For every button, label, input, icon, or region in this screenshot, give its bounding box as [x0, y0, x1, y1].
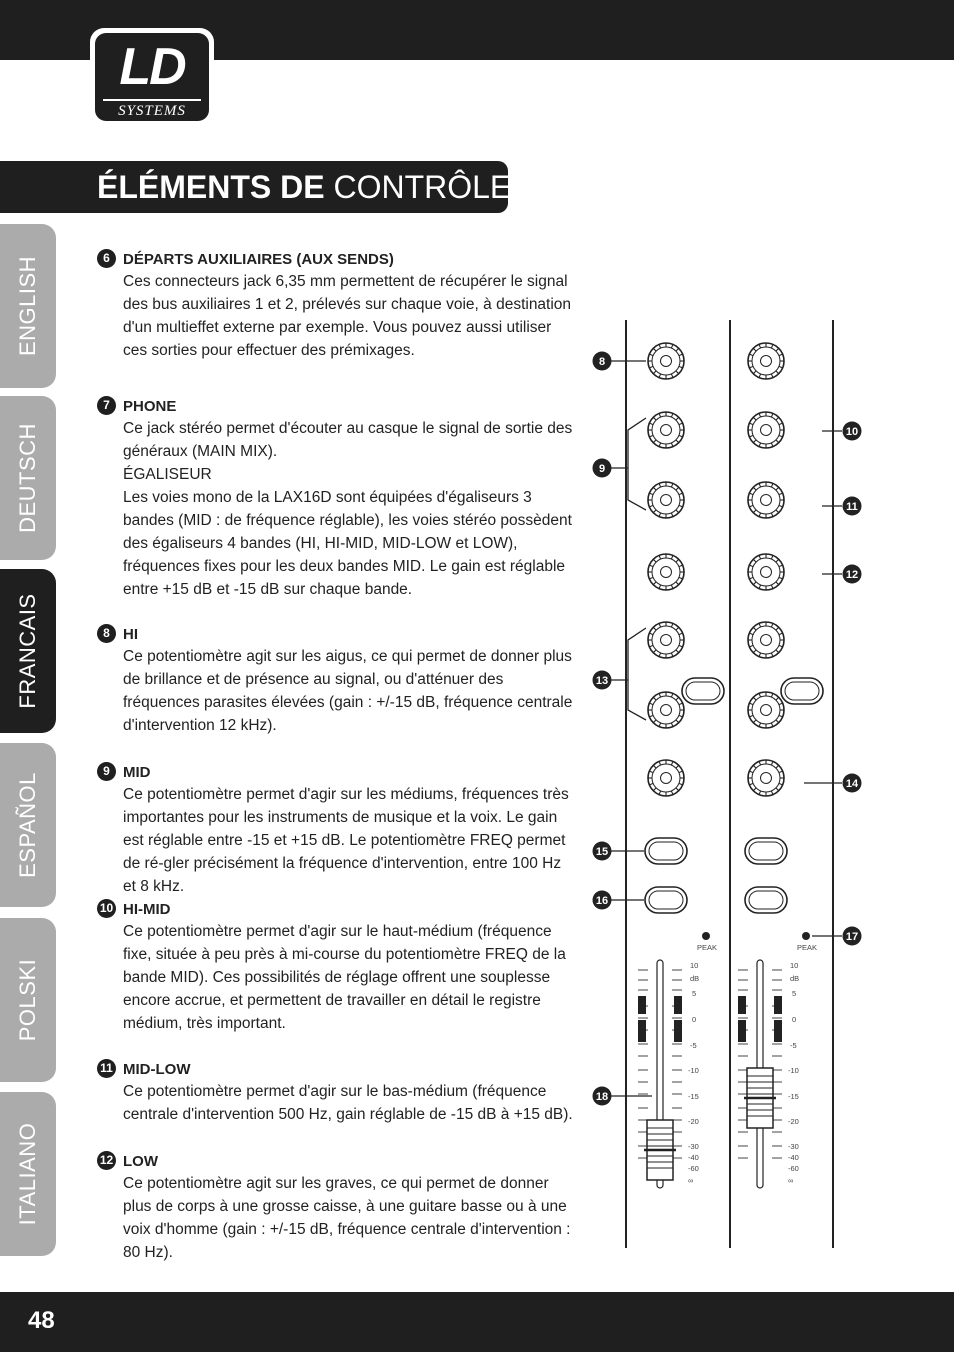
section-mid-low [97, 1059, 577, 1126]
balance-knob[interactable] [748, 760, 784, 796]
mid-freq-knob[interactable] [648, 482, 684, 518]
fader-knob[interactable] [644, 1120, 676, 1180]
tab-polski[interactable] [0, 918, 56, 1082]
aux1-knob[interactable] [648, 622, 684, 658]
callout-number: 15 [595, 846, 609, 858]
aux-pre-button[interactable] [682, 678, 724, 704]
scale-label: 10 [690, 961, 699, 970]
aux-pre-button[interactable] [781, 678, 823, 704]
section-subheading: ÉGALISEUR [123, 466, 212, 483]
callout-number: 14 [845, 778, 859, 790]
callout-number: 9 [598, 463, 606, 475]
section-number: 10 [97, 899, 116, 918]
callout-number: 17 [845, 931, 859, 943]
tab-label: ENGLISH [15, 255, 40, 357]
left-channel-knobs [645, 343, 724, 913]
scale-label: 5 [692, 989, 697, 998]
aux2-knob[interactable] [748, 692, 784, 728]
scale-label: -5 [690, 1041, 697, 1050]
low-knob[interactable] [648, 554, 684, 590]
scale-label: -40 [688, 1153, 699, 1162]
section-low [97, 1151, 577, 1264]
right-channel-knobs [745, 343, 823, 913]
peak-label: PEAK [697, 943, 718, 952]
scale-label: -10 [788, 1066, 799, 1075]
scale-label: 0 [692, 1015, 697, 1024]
scale-label: -5 [790, 1041, 797, 1050]
section-heading: HI-MID [123, 901, 171, 918]
section-phone [97, 396, 577, 601]
scale-label: -60 [688, 1164, 699, 1173]
section-number: 9 [97, 762, 116, 781]
scale-label: -10 [688, 1066, 699, 1075]
peak-led [802, 932, 810, 940]
section-paragraph: Ce potentiomètre permet d'agir sur le bas-médium (fréquence centrale d'intervention 500 Hz, gain réglable de -15 dB à +15 dB). [123, 1083, 573, 1123]
scale-label: 10 [790, 961, 799, 970]
scale-unit: dB [690, 974, 700, 983]
callout-number: 12 [845, 569, 859, 581]
section-hi-mid [97, 899, 577, 1035]
hi-knob[interactable] [748, 343, 784, 379]
bottom-bar [0, 1292, 954, 1352]
callout-number: 11 [846, 501, 858, 513]
tab-italiano[interactable] [0, 1092, 56, 1256]
section-heading: DÉPARTS AUXILIAIRES (AUX SENDS) [123, 251, 394, 268]
fader-knob[interactable] [744, 1068, 776, 1128]
logo-sub-text: SYSTEMS [103, 99, 201, 120]
callout-number: 13 [595, 675, 609, 687]
mid-low-knob[interactable] [748, 482, 784, 518]
section-number: 6 [97, 249, 116, 268]
tab-label: DEUTSCH [15, 423, 40, 533]
scale-label: ∞ [688, 1176, 694, 1185]
pfl-button[interactable] [645, 887, 687, 913]
scale-label: 0 [792, 1015, 797, 1024]
scale-label: 5 [792, 989, 797, 998]
scale-label: -30 [688, 1142, 699, 1151]
low-knob[interactable] [748, 554, 784, 590]
scale-label: -60 [788, 1164, 799, 1173]
mid-gain-knob[interactable] [648, 412, 684, 448]
scale-label: -15 [688, 1092, 699, 1101]
peak-led [702, 932, 710, 940]
pfl-button[interactable] [745, 887, 787, 913]
scale-label: -15 [788, 1092, 799, 1101]
section-number: 12 [97, 1151, 116, 1170]
section-heading: MID [123, 764, 151, 781]
page-title [97, 169, 529, 205]
scale-label: -40 [788, 1153, 799, 1162]
section-paragraph: Ce potentiomètre agit sur les graves, ce qui permet de donner plus de corps à une grosse caisse, à une guitare basse ou à une voix d'homme (gain : +/-15 dB, fréquence centrale d'intervention : 80 Hz). [123, 1175, 571, 1261]
callout-number: 8 [598, 356, 606, 368]
section-number: 7 [97, 396, 116, 415]
pan-knob[interactable] [648, 760, 684, 796]
callout-number: 18 [595, 1091, 609, 1103]
tab-label: FRANCAIS [15, 593, 40, 709]
scale-unit: dB [790, 974, 800, 983]
section-mid [97, 762, 577, 898]
tab-deutsch[interactable] [0, 396, 56, 560]
page-number: 48 [28, 1307, 55, 1334]
aux2-knob[interactable] [648, 692, 684, 728]
hi-mid-knob[interactable] [748, 412, 784, 448]
mixer-channel-diagram [580, 320, 954, 1250]
title-bold: ÉLÉMENTS DE [97, 169, 325, 205]
title-light: CONTRÔLE : [333, 169, 530, 205]
tab-label: POLSKI [15, 958, 40, 1042]
aux1-knob[interactable] [748, 622, 784, 658]
section-hi [97, 624, 577, 737]
section-paragraph: Ce potentiomètre permet d'agir sur le haut-médium (fréquence fixe, située à peu près à mi-course du potentiomètre FREQ de la bande MID). Ces possibilités de réglage offrent une souplesse encore accrue, et permettent de travailler en détail le registre médium, très important. [123, 923, 566, 1032]
scale-label: -20 [788, 1117, 799, 1126]
section-paragraph: Ce potentiomètre permet d'agir sur les médiums, fréquences très importantes pour les instruments de musique et la voix. Le gain est réglable entre -15 et +15 dB. Le potentiomètre FREQ permet de ré-gler précisément la fréquence d'intervention, entre 100 Hz et 8 kHz. [123, 786, 569, 895]
tab-label: ESPAÑOL [15, 772, 40, 878]
section-paragraph: Ces connecteurs jack 6,35 mm permettent de récupérer le signal des bus auxiliaires 1 et 2, prélevés sur chaque voie, à destination d'un multieffet externe par exemple. Vous pouvez aussi utiliser ces sorties pour effectuer des prémixages. [123, 273, 572, 359]
ld-systems-logo [90, 28, 214, 126]
peak-label: PEAK [797, 943, 818, 952]
section-paragraph: Ce potentiomètre agit sur les aigus, ce qui permet de donner plus de brillance et de présence au signal, ou d'atténuer des fréquences parasites élevées (gain : +/-15 dB, fréquence centrale d'intervention 12 kHz). [123, 648, 573, 734]
logo-main-text: LD [119, 38, 185, 96]
section-number: 8 [97, 624, 116, 643]
callout-badges [593, 352, 862, 1106]
section-paragraph: Ce jack stéréo permet d'écouter au casque le signal de sortie des généraux (MAIN MIX). [123, 420, 573, 460]
section-heading: PHONE [123, 398, 177, 415]
tab-francais[interactable] [0, 569, 56, 733]
tab-espanol[interactable] [0, 743, 56, 907]
mute-button[interactable] [645, 838, 687, 864]
callout-number: 16 [595, 895, 609, 907]
scale-label: -30 [788, 1142, 799, 1151]
scale-label: -20 [688, 1117, 699, 1126]
scale-label: ∞ [788, 1176, 794, 1185]
section-heading: LOW [123, 1153, 158, 1170]
section-paragraph: Les voies mono de la LAX16D sont équipées d'égaliseurs 3 bandes (MID : de fréquence réglable), les voies stéréo possèdent des égaliseurs 4 bandes (HI, HI-MID, MID-LOW et LOW), fréquences fixes pour les deux bandes MID. Le gain est réglable entre +15 dB et -15 dB sur chaque bande. [123, 489, 572, 598]
tab-label: ITALIANO [15, 1122, 40, 1226]
callout-leaders [611, 361, 842, 1096]
section-number: 11 [97, 1059, 116, 1078]
mute-button[interactable] [745, 838, 787, 864]
callout-number: 10 [845, 426, 859, 438]
section-aux-sends [97, 249, 577, 362]
hi-knob[interactable] [648, 343, 684, 379]
section-heading: MID-LOW [123, 1061, 191, 1078]
mixer-channel-svg [580, 320, 954, 1250]
section-title-bar [0, 161, 530, 213]
fader-scale [688, 961, 799, 1185]
section-heading: HI [123, 626, 138, 643]
tab-english[interactable] [0, 224, 56, 388]
